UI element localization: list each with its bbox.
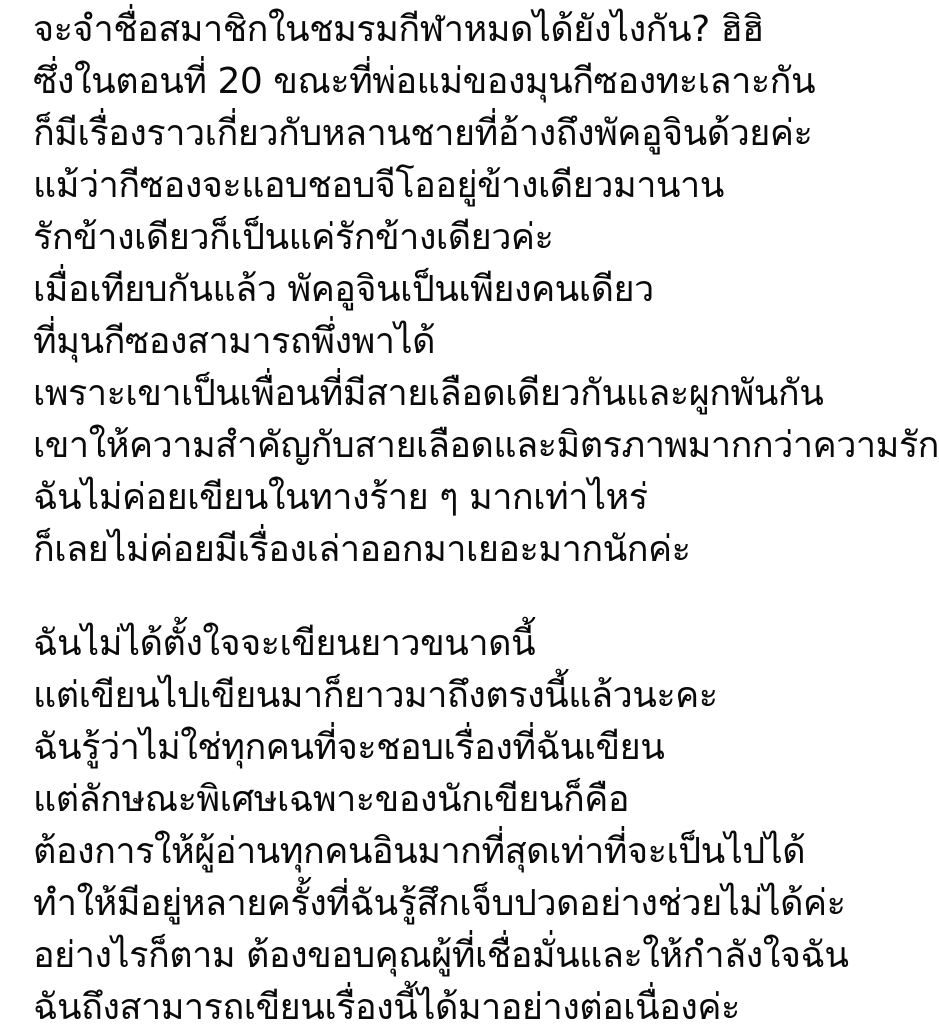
text-line: รักข้างเดียวก็เป็นแค่รักข้างเดียวค่ะ: [33, 217, 554, 258]
text-line: เมื่อเทียบกันแล้ว พัคอูจินเป็นเพียงคนเดียว: [33, 269, 654, 310]
text-line: ฉันถึงสามารถเขียนเรื่องนี้ได้มาอย่างต่อเนื่องค่ะ: [33, 987, 740, 1028]
paragraph: [33, 618, 880, 1034]
text-line: ก็มีเรื่องราวเกี่ยวกับหลานชายที่อ้างถึงพัคอูจินด้วยค่ะ: [33, 113, 813, 154]
text-line: ก็เลยไม่ค่อยมีเรื่องเล่าออกมาเยอะมากนักค่ะ: [33, 529, 691, 570]
text-line: ฉันไม่ได้ตั้งใจจะเขียนยาวขนาดนี้: [33, 623, 536, 664]
text-line: จะจำชื่อสมาชิกในชมรมกีฬาหมดได้ยังไงกัน? ฮิฮิ: [33, 9, 764, 50]
text-line: ฉันรู้ว่าไม่ใช่ทุกคนที่จะชอบเรื่องที่ฉันเขียน: [33, 727, 665, 768]
text-line: แต่ลักษณะพิเศษเฉพาะของนักเขียนก็คือ: [33, 779, 629, 820]
text-line: อย่างไรก็ตาม ต้องขอบคุณผู้ที่เชื่อมั่นและให้กำลังใจฉัน: [33, 935, 849, 976]
text-line: ทำให้มีอยู่หลายครั้งที่ฉันรู้สึกเจ็บปวดอย่างช่วยไม่ได้ค่ะ: [33, 883, 846, 924]
text-line: ฉันไม่ค่อยเขียนในทางร้าย ๆ มากเท่าไหร่: [33, 477, 648, 518]
text-line: เขาให้ความสำคัญกับสายเลือดและมิตรภาพมากกว่าความรัก: [33, 425, 939, 466]
text-line: เพราะเขาเป็นเพื่อนที่มีสายเลือดเดียวกันและผูกพันกัน: [33, 373, 824, 414]
text-line: ต้องการให้ผู้อ่านทุกคนอินมากที่สุดเท่าที่จะเป็นไปได้: [33, 831, 806, 872]
text-line: แต่เขียนไปเขียนมาก็ยาวมาถึงตรงนี้แล้วนะคะ: [33, 675, 718, 716]
text-line: แม้ว่ากีซองจะแอบชอบจีโออยู่ข้างเดียวมานาน: [33, 165, 724, 206]
text-line: ที่มุนกีซองสามารถพึ่งพาได้: [33, 321, 436, 362]
text-line: ซึ่งในตอนที่ 20 ขณะที่พ่อแม่ของมุนกีซองทะเลาะกัน: [33, 61, 816, 102]
paragraph: [33, 4, 939, 576]
